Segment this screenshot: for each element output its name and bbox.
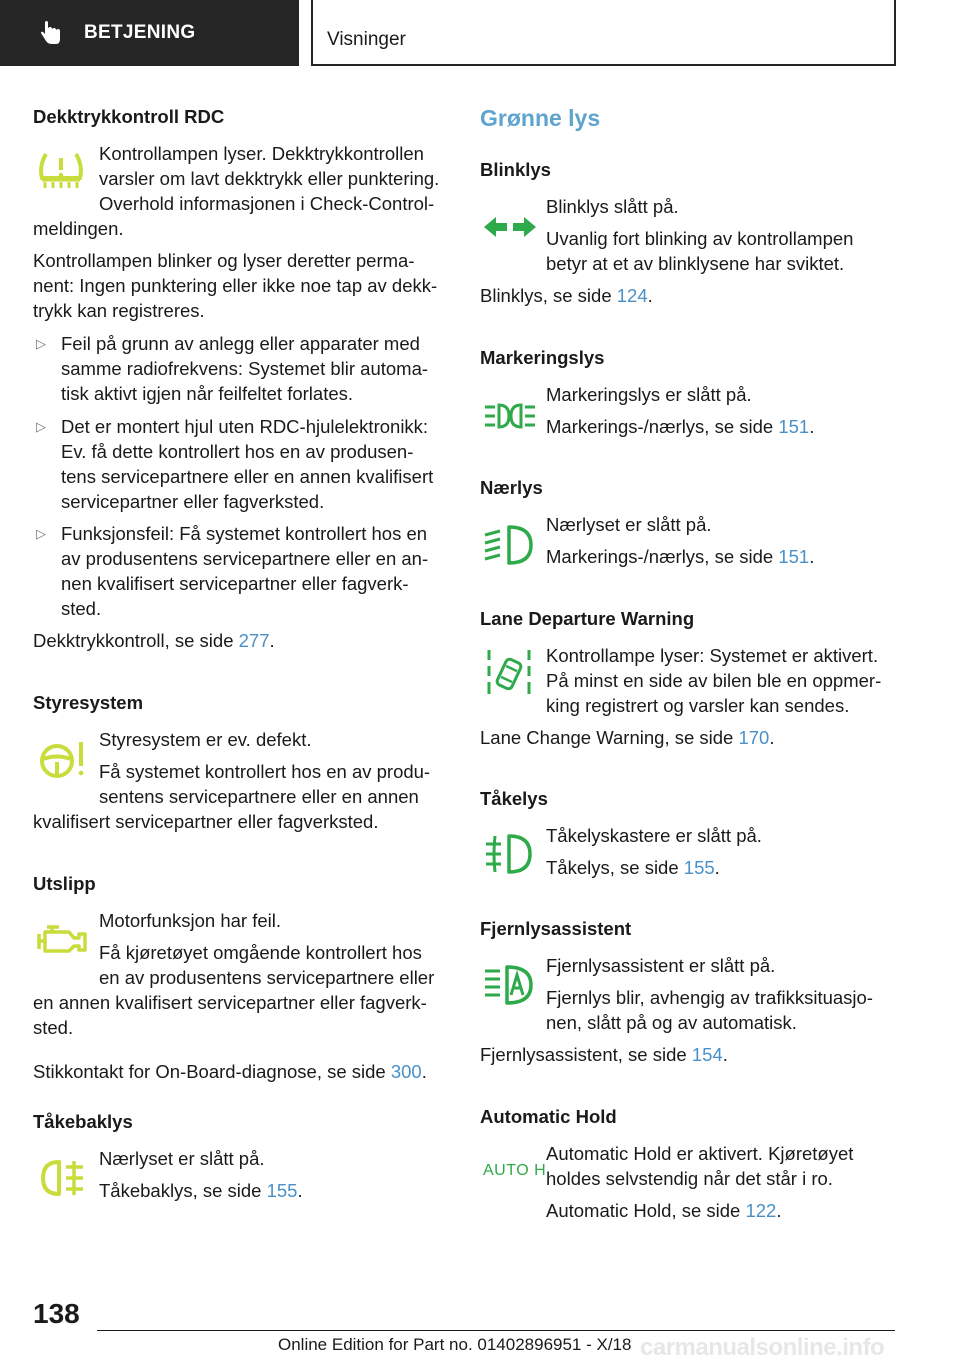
low-beam-text-line: Nærlyset er slått på. [546,514,712,535]
bullet-text-line: av produsentens servicepartnere eller en an- [61,548,429,569]
lane-departure-text-line: Kontrollampe lyser: Systemet er aktivert. [546,645,879,666]
page-link[interactable]: 154 [691,1044,723,1065]
turn-signal-text-line: Uvanlig fort blinking av kontrollampen [546,228,854,249]
rdc-text-line: Overhold informasjonen i Check-Control- [99,193,435,214]
high-beam-assistant-text-line: nen, slått på og av automatisk. [546,1012,797,1033]
obd-reference: Stikkontakt for On-Board-diagnose, se side 300. [33,1061,427,1082]
rear-fog-reference: Tåkebaklys, se side 155. [99,1180,303,1201]
automatic-hold-reference: Automatic Hold, se side 122. [546,1200,782,1221]
steering-text-line: Få systemet kontrollert hos en av produ- [99,761,431,782]
rdc-reference: Dekktrykkontroll, se side 277. [33,630,275,651]
rdc-text-line: Kontrollampen lyser. Dekktrykkontrollen [99,143,424,164]
steering-warning-icon [35,738,87,782]
rear-fog-text-line: Nærlyset er slått på. [99,1148,265,1169]
page-header [0,0,960,66]
emission-text-line: Få kjøretøyet omgående kontrollert hos [99,942,422,963]
bullet-text-line: samme radiofrekvens: Systemet blir automa- [61,358,429,379]
turn-signal-reference: Blinklys, se side 124. [480,285,653,306]
bullet-triangle-icon: ▷ [36,526,46,541]
high-beam-assistant-text-line: Fjernlys blir, avhengig av trafikksituasjo- [546,987,873,1008]
page-number: 138 [33,1298,80,1329]
bullet-text-line: sted. [61,598,102,619]
parking-light-text-line: Markeringslys er slått på. [546,384,752,405]
lane-departure-text-line: På minst en side av bilen ble en oppmer- [546,670,882,691]
hand-pointer-icon [38,20,64,46]
lane-change-reference: Lane Change Warning, se side 170. [480,727,775,748]
steering-text-line: kvalifisert servicepartner eller fagverksted. [33,811,379,832]
page-link[interactable]: 124 [616,285,648,306]
blink-text-line: nent: Ingen punktering eller ikke noe tap av dekk- [33,275,438,296]
bullet-text-line: nen kvalifisert servicepartner eller fagverk- [61,573,409,594]
bullet-triangle-icon: ▷ [36,419,46,434]
chapter-label: BETJENING [84,22,196,43]
page-link[interactable]: 277 [238,630,270,651]
emission-text-line: en av produsentens servicepartnere eller [99,967,435,988]
footer-divider [97,1330,895,1331]
low-beam-icon [483,523,535,567]
engine-check-icon [36,922,88,958]
section-title: Visninger [327,29,406,50]
bullet-text-line: servicepartner eller fagverksted. [61,491,325,512]
tire-pressure-warning-icon [36,150,86,194]
automatic-hold-text-line: holdes selvstendig når det står i ro. [546,1168,833,1189]
automatic-hold-icon: AUTO H [483,1162,547,1179]
bullet-text-line: Funksjonsfeil: Få systemet kontrollert hos en [61,523,428,544]
parking-light-reference: Markerings-/nærlys, se side 151. [546,416,815,437]
bullet-text-line: tisk aktivt igjen når feilfeltet forlates. [61,383,354,404]
turn-signal-icon [483,215,537,239]
high-beam-assistant-reference: Fjernlysassistent, se side 154. [480,1044,728,1065]
steering-text-line: sentens servicepartnere eller en annen [99,786,419,807]
chapter-tab[interactable] [0,0,299,66]
page-link[interactable]: 151 [778,416,810,437]
emission-text-line: en annen kvalifisert servicepartner eller fagverk- [33,992,427,1013]
bullet-text-line: Ev. få dette kontrollert hos en av produsen- [61,441,414,462]
steering-heading: Styresystem [33,692,144,713]
green-lights-heading: Grønne lys [480,105,601,131]
rear-fog-heading: Tåkebaklys [33,1111,133,1132]
emission-heading: Utslipp [33,873,96,894]
rdc-text-line: meldingen. [33,218,124,239]
blink-text-line: trykk kan registreres. [33,300,205,321]
front-fog-heading: Tåkelys [480,788,548,809]
blink-text-line: Kontrollampen blinker og lyser deretter perma- [33,250,415,271]
lane-departure-text-line: king registrert og varsler kan sendes. [546,695,850,716]
turn-signal-text-line: betyr at et av blinklysene har sviktet. [546,253,845,274]
bullet-text-line: Det er montert hjul uten RDC-hjulelektronikk: [61,416,429,437]
page-link[interactable]: 122 [745,1200,777,1221]
watermark: carmanualsonline.info [640,1334,885,1361]
rdc-heading: Dekktrykkontroll RDC [33,106,225,127]
rear-fog-light-icon [37,1158,87,1198]
front-fog-reference: Tåkelys, se side 155. [546,857,720,878]
front-fog-light-icon [484,832,534,876]
steering-text-line: Styresystem er ev. defekt. [99,729,312,750]
low-beam-reference: Markerings-/nærlys, se side 151. [546,546,815,567]
high-beam-assistant-icon [483,963,535,1007]
page-link[interactable]: 300 [390,1061,422,1082]
bullet-text-line: tens servicepartnere eller en annen kvalifisert [61,466,434,487]
section-box [311,0,896,66]
low-beam-heading: Nærlys [480,477,543,498]
page-link[interactable]: 151 [778,546,810,567]
page-link[interactable]: 155 [266,1180,298,1201]
automatic-hold-text-line: Automatic Hold er aktivert. Kjøretøyet [546,1143,854,1164]
automatic-hold-heading: Automatic Hold [480,1106,617,1127]
turn-signal-text-line: Blinklys slått på. [546,196,679,217]
turn-signal-heading: Blinklys [480,159,551,180]
emission-text-line: Motorfunksjon har feil. [99,910,282,931]
lane-departure-heading: Lane Departure Warning [480,608,695,629]
high-beam-assistant-text-line: Fjernlysassistent er slått på. [546,955,776,976]
emission-text-line: sted. [33,1017,74,1038]
parking-light-heading: Markeringslys [480,347,605,368]
rdc-text-line: varsler om lavt dekktrykk eller punktering. [99,168,440,189]
parking-light-icon [484,401,536,431]
page-link[interactable]: 170 [738,727,770,748]
bullet-triangle-icon: ▷ [36,336,46,351]
edition-text: Online Edition for Part no. 01402896951 - X/18 [278,1335,632,1354]
page-link[interactable]: 155 [683,857,715,878]
lane-departure-icon [485,646,533,698]
bullet-text-line: Feil på grunn av anlegg eller apparater med [61,333,420,354]
high-beam-assistant-heading: Fjernlysassistent [480,918,632,939]
front-fog-text-line: Tåkelyskastere er slått på. [546,825,762,846]
